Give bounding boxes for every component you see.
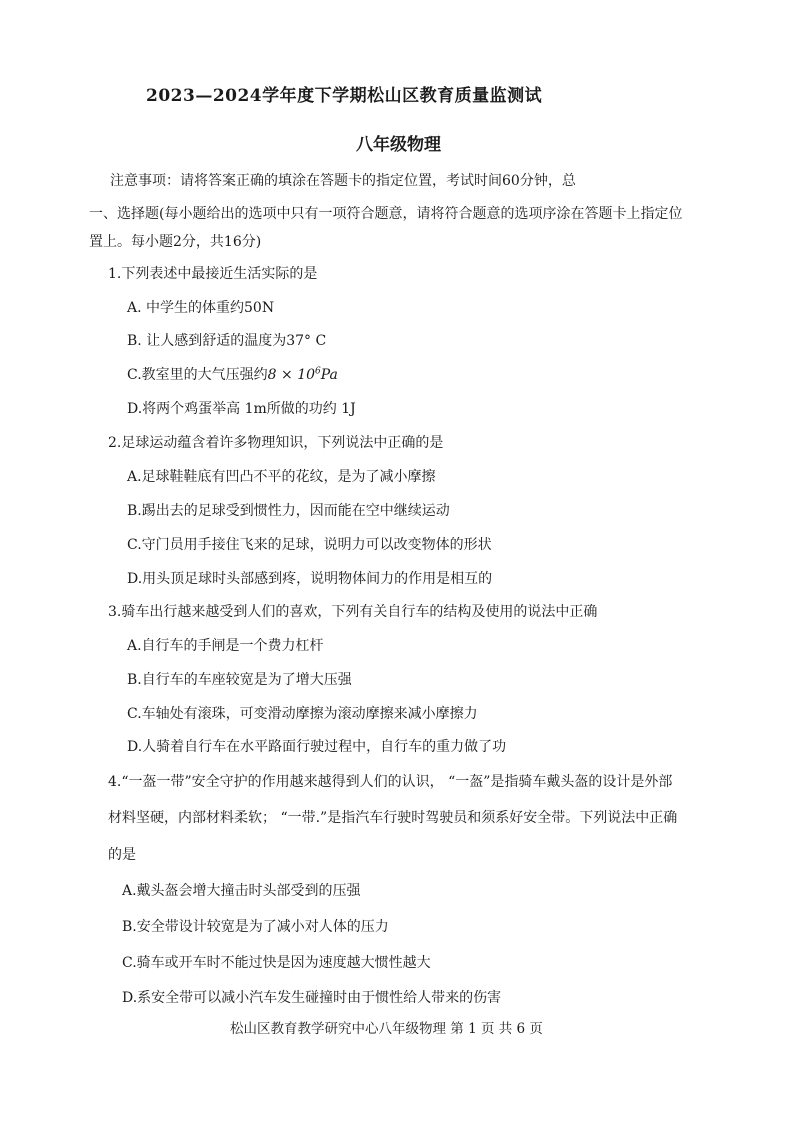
section-heading-line-2: 置上。每小题2分，共16分) — [89, 234, 262, 250]
question-4-option-c: C.骑车或开车时不能过快是因为速度越大惯性越大 — [122, 955, 431, 971]
question-1-option-d: D.将两个鸡蛋举高 1m所做的功约 1J — [127, 401, 356, 417]
question-4-stem-line-1: 4.“一盔一带”安全守护的作用越来越得到人们的认识， “一盔”是指骑车戴头盔的设计是外部 — [108, 774, 673, 790]
question-2-option-b: B.踢出去的足球受到惯性力，因而能在空中继续运动 — [127, 503, 450, 519]
question-2-stem: 2.足球运动蕴含着许多物理知识，下列说法中正确的是 — [108, 435, 444, 451]
question-3-option-c: C.车轴处有滚珠，可变滑动摩擦为滚动摩擦来减小摩擦力 — [127, 706, 478, 722]
question-3-stem: 3.骑车出行越来越受到人们的喜欢，下列有关自行车的结构及使用的说法中正确 — [108, 604, 598, 620]
question-2-option-a: A.足球鞋鞋底有凹凸不平的花纹，是为了减小摩擦 — [127, 469, 436, 485]
pressure-formula: $8 \times 10^6Pa$ — [267, 366, 338, 383]
question-3-option-b: B.自行车的车座较宽是为了增大压强 — [127, 672, 352, 688]
question-1-option-c-text: C.教室里的大气压强约 — [127, 367, 268, 383]
question-4-stem-line-2: 材料坚硬，内部材料柔软； “一带.”是指汽车行驶时驾驶员和须系好安全带。下列说法中正确 — [108, 810, 678, 826]
question-1-option-b: B. 让人感到舒适的温度为37° C — [127, 333, 327, 349]
question-4-option-b: B.安全带设计较宽是为了减小对人体的压力 — [122, 919, 389, 935]
question-2-option-d: D.用头顶足球时头部感到疼，说明物体间力的作用是相互的 — [127, 571, 493, 587]
exam-title: 2023—2024学年度下学期松山区教育质量监测试 — [146, 86, 543, 106]
question-4-option-d: D.系安全带可以减小汽车发生碰撞时由于惯性给人带来的伤害 — [122, 990, 502, 1006]
notice-text: 注意事项：请将答案正确的填涂在答题卡的指定位置，考试时间60分钟，总 — [110, 173, 576, 189]
question-3-option-a: A.自行车的手闸是一个费力杠杆 — [127, 638, 324, 654]
question-2-option-c: C.守门员用手接住飞来的足球，说明力可以改变物体的形状 — [127, 537, 492, 553]
question-3-option-d: D.人骑着自行车在水平路面行驶过程中，自行车的重力做了功 — [127, 739, 507, 755]
question-4-stem-line-3: 的是 — [108, 847, 136, 863]
exam-subtitle: 八年级物理 — [356, 135, 441, 155]
question-1-stem: 1.下列表述中最接近生活实际的是 — [108, 266, 318, 282]
section-heading-line-1: 一、选择题(每小题给出的选项中只有一项符合题意，请将符合题意的选项序涂在答题卡上指定位 — [89, 206, 683, 222]
page-footer: 松山区教育教学研究中心八年级物理 第 1 页 共 6 页 — [230, 1021, 543, 1037]
question-1-option-c — [127, 365, 338, 385]
question-4-option-a: A.戴头盔会增大撞击时头部受到的压强 — [122, 883, 361, 899]
question-1-option-a: A. 中学生的体重约50N — [127, 300, 275, 316]
